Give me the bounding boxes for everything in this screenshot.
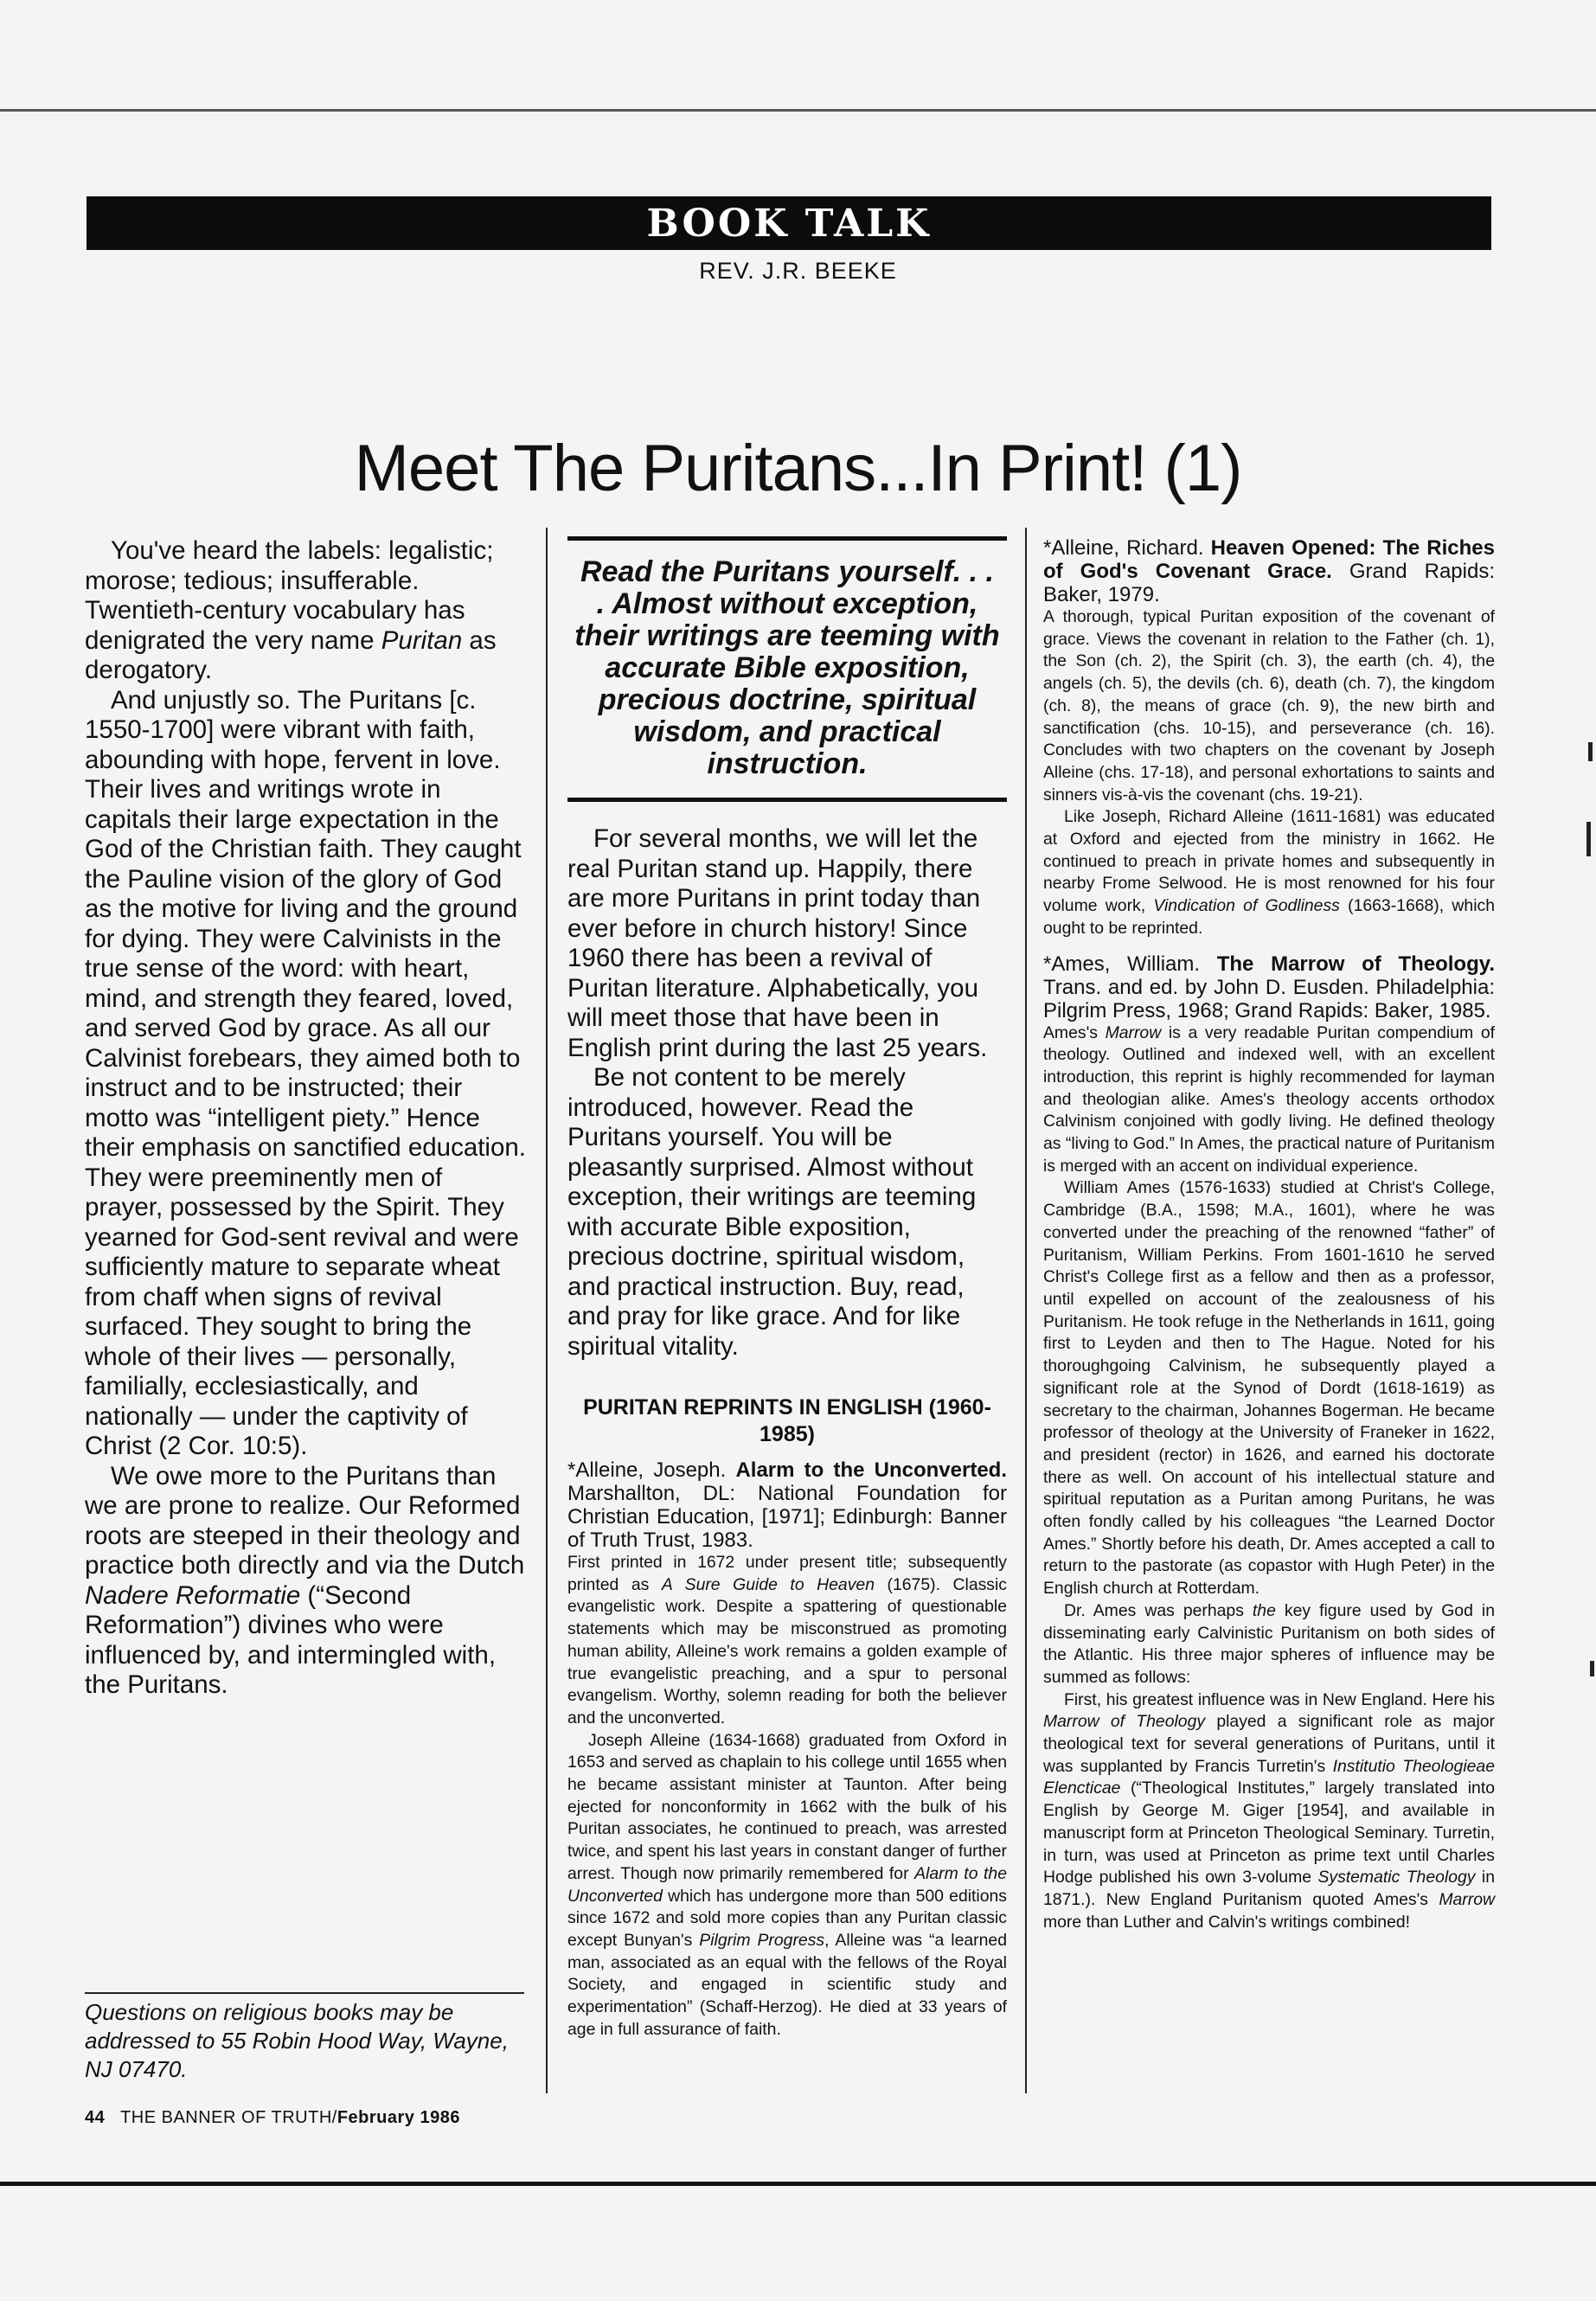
paragraph: Be not content to be merely introduced, however. Read the Puritans yourself. You will be pleasantly surprised. Almost without exception, their writings are teeming with accurate Bible exposition, precious doctrine, spiritual wisdom, and practical instruction. Buy, read, and pray for like grace. And for like spiritual vitality. [567,1063,977,1361]
column-divider [546,528,548,2093]
entry-body [567,1552,1007,2041]
scan-edge-mark [1588,742,1593,761]
column-1 [85,536,526,1701]
entry-heading: *Alleine, Joseph. Alarm to the Unconverted. Marshallton, DL: National Foundation for Christian Education, [1971]; Edinburgh: Banner of Truth Trust, 1983. [567,1458,1007,1552]
banner-text: BOOK TALK [646,201,932,246]
top-rule [0,109,1596,112]
column-3 [1043,536,1495,1933]
article-title: Meet The Puritans...In Print! (1) [354,432,1242,505]
paragraph: And unjustly so. The Puritans [c. 1550-1700] were vibrant with faith, abounding with hope, fervent in love. Their lives and writings wrote in capitals their large expectation in the God of the Christian faith. They caught the Pauline vision of the glory of God as the motive for living and the ground for dying. They were Calvinists in the true sense of the word: with heart, mind, and strength they feared, loved, and served God by grace. As all our Calvinist forebears, they aimed both to instruct and to be instructed; their motto was “intelligent piety.” Hence their emphasis on sanctified education. They were preeminently men of prayer, possessed by the Spirit. They yearned for God-sent revival and were sufficiently mature to separate wheat from chaff when signs of revival surfaced. They sought to bring the whole of their lives — personally, familially, ecclesiastically, and nationally — under the captivity of Christ (2 Cor. 10:5). [85,685,526,1460]
pull-quote: Read the Puritans yourself. . . . Almost without exception, their writings are teeming with accurate Bible exposition, precious doctrine, spiritual wisdom, and practical instruction. [567,536,1007,802]
paragraph: You've heard the labels: legalistic; morose; tedious; insufferable. Twentieth-century vocabulary has denigrated the very name Puritan as derogatory. [85,536,497,684]
entry-paragraph: Joseph Alleine (1634-1668) graduated from Oxford in 1653 and served as chaplain to his college until 1655 when he became assistant minister at Taunton. After being ejected for nonconformity in 1662 with the bulk of his Puritan associates, he continued to preach, was arrested twice, and spent his last years in constant danger of further arrest. Though now primarily remembered for Alarm to the Unconverted which has undergone more than 500 editions since 1672 and sold more copies than any Puritan classic except Bunyan's Pilgrim Progress, Alleine was “a learned man, associated as an equal with the fellows of the Royal Society, and engaged in scientific study and experimentation” (Schaff-Herzog). He died at 33 years of age in full assurance of faith. [567,1730,1007,2039]
issue-date: February 1986 [337,2108,460,2127]
scan-edge-mark [1590,1661,1594,1676]
entry-body [1043,606,1495,940]
column-divider [1025,528,1027,2093]
author-byline: REV. J.R. BEEKE [699,258,897,284]
bottom-rule [0,2182,1596,2186]
section-title: PURITAN REPRINTS IN ENGLISH (1960-1985) [583,1395,991,1446]
entry-paragraph: First printed in 1672 under present title; subsequently printed as A Sure Guide to Heaven (1675). Classic evangelistic work. Despite a spattering of questionable statements which may be misconstrued as promoting human ability, Alleine's work remains a golden example of true evangelistic preaching, and a spur to personal evangelism. Worthy, solemn reading for both the believer and the unconverted. [567,1553,1008,1727]
entry-paragraph: Ames's Marrow is a very readable Puritan compendium of theology. Outlined and indexed well, with an excellent introduction, this reprint is highly recommended for layman and theologian alike. Ames's theology accents orthodox Calvinism conjoined with godly living. He defined theology as “living to God.” In Ames, the practical nature of Puritanism is merged with an accent on individual experience. [1043,1022,1495,1176]
page-footer: 44 THE BANNER OF TRUTH/February 1986 [85,2108,460,2127]
publication-name: THE BANNER OF TRUTH [120,2108,332,2127]
entry-heading: *Alleine, Richard. Heaven Opened: The Riches of God's Covenant Grace. Grand Rapids: Baker, 1979. [1043,536,1496,606]
paragraph: For several months, we will let the real Puritan stand up. Happily, there are more Puritans in print today than ever before in church history! Since 1960 there has been a revival of Puritan literature. Alphabetically, you will meet those that have been in English print during the last 25 years. [567,824,988,1062]
entry-heading: *Ames, William. The Marrow of Theology. Trans. and ed. by John D. Eusden. Philadelphia: Pilgrim Press, 1968; Grand Rapids: Baker, 1985. [1043,952,1495,1022]
scan-edge-mark [1586,822,1591,856]
entry-paragraph: Dr. Ames was perhaps the key figure used by God in disseminating early Calvinistic Puritanism on both sides of the Atlantic. His three major spheres of influence may be summed as follows: [1043,1600,1495,1687]
book-talk-banner [87,196,1491,250]
paragraph: We owe more to the Puritans than we are prone to realize. Our Reformed roots are steeped in their theology and practice both directly and via the Dutch Nadere Reformatie (“Second Reformation”) divines who were influenced by, and intermingled with, the Puritans. [85,1461,525,1699]
entry-paragraph: A thorough, typical Puritan exposition of the covenant of grace. Views the covenant in relation to the Father (ch. 1), the Son (ch. 2), the Spirit (ch. 3), the earth (ch. 4), the angels (ch. 5), the devils (ch. 6), death (ch. 7), the kingdom (ch. 8), the means of grace (ch. 9), the new birth and sanctification (chs. 10-15), and perseverance (ch. 16). Concludes with two chapters on the covenant by Joseph Alleine (chs. 17-18), and personal exhortations to saints and sinners vis-à-vis the covenant (chs. 19-21). [1043,607,1495,804]
column-2 [567,536,1007,2041]
entry-paragraph: Like Joseph, Richard Alleine (1611-1681) was educated at Oxford and ejected from the ministry in 1662. He continued to preach in private homes and subsequently in nearby Frome Selwood. He is most renowned for his four volume work, Vindication of Godliness (1663-1668), which ought to be reprinted. [1043,807,1495,938]
entry-paragraph: First, his greatest influence was in New England. Here his Marrow of Theology played a significant role as major theological text for several generations of Puritans, until it was supplanted by Francis Turretin's Institutio Theologieae Elencticae (“Theological Institutes,” largely translated into English by George M. Giger [1954], and available in manuscript form at Princeton Theological Seminary. Turretin, in turn, was used at Princeton as prime text until Charles Hodge published his own 3-volume Systematic Theology in 1871.). New England Puritanism quoted Ames's Marrow more than Luther and Calvin's writings combined! [1043,1689,1495,1932]
entry-paragraph: William Ames (1576-1633) studied at Christ's College, Cambridge (B.A., 1598; M.A., 1601), where he was converted under the preaching of the renowned “father” of Puritanism, William Perkins. From 1601-1610 he served Christ's College first as a fellow and then as a professor, until expelled on account of the zealousness of his Puritanism. He took refuge in the Netherlands in 1611, going first to Leyden and then to The Hague. Noted for his thoroughgoing Calvinism, he subsequently played a significant role at the Synod of Dordt (1618-1619) as secretary to the chairman, Johannes Bogerman. He became professor of theology at the University of Franeker in 1622, and president (rector) in 1626, and earned his doctorate there as well. On account of his intellectual stature and spiritual reputation as a Puritan among Puritans, he was often fondly called by his colleagues “the Learned Doctor Ames.” Shortly before his death, Dr. Ames accepted a call to return to the pastorate (as copastor with Hugh Peter) in the English church at Rotterdam. [1043,1178,1495,1599]
page-number: 44 [85,2108,106,2127]
questions-note: Questions on religious books may be addressed to 55 Robin Hood Way, Wayne, NJ 07470. [85,1999,509,2082]
questions-rule [85,1992,524,1994]
entry-body [1043,1022,1495,1934]
